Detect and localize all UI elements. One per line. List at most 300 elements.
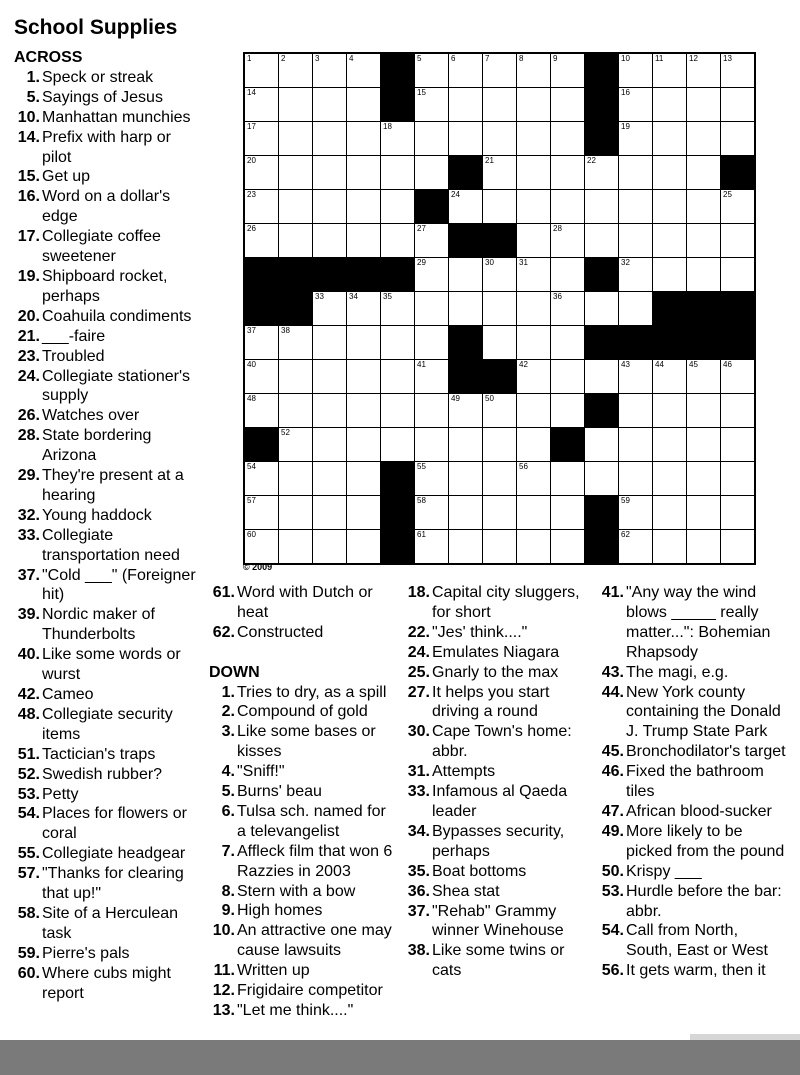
- grid-cell[interactable]: [619, 530, 653, 563]
- grid-cell[interactable]: [245, 394, 279, 428]
- grid-cell[interactable]: [245, 54, 279, 88]
- grid-cell[interactable]: [687, 224, 721, 258]
- grid-cell[interactable]: [687, 428, 721, 462]
- clue-number: 58.: [17, 904, 40, 922]
- clue-text: Where cubs might report: [42, 964, 171, 1002]
- grid-cell[interactable]: [483, 258, 517, 292]
- grid-cell[interactable]: [687, 54, 721, 88]
- grid-cell[interactable]: [347, 224, 381, 258]
- grid-cell[interactable]: [347, 54, 381, 88]
- clue-item: [404, 941, 594, 981]
- grid-cell[interactable]: [687, 496, 721, 530]
- grid-cell[interactable]: [653, 190, 687, 224]
- clue-item: [14, 645, 202, 685]
- grid-cell[interactable]: [483, 394, 517, 428]
- grid-cell[interactable]: [449, 462, 483, 496]
- clue-number: 12.: [212, 982, 235, 1000]
- grid-cell[interactable]: [585, 156, 619, 190]
- grid-cell[interactable]: [653, 360, 687, 394]
- grid-cell[interactable]: [483, 88, 517, 122]
- cell-number: 28: [553, 224, 562, 233]
- grid-cell[interactable]: [313, 496, 347, 530]
- grid-cell[interactable]: [551, 88, 585, 122]
- grid-cell[interactable]: [347, 292, 381, 326]
- clue-number: 61.: [212, 584, 235, 601]
- grid-block: [687, 326, 721, 360]
- grid-cell[interactable]: [653, 156, 687, 190]
- grid-cell[interactable]: [279, 496, 313, 530]
- grid-cell[interactable]: [619, 88, 653, 122]
- clue-item: [14, 605, 202, 645]
- clue-item: [209, 762, 399, 782]
- clues-column-2: [209, 583, 399, 1021]
- grid-cell[interactable]: [279, 224, 313, 258]
- cell-number: 4: [349, 54, 354, 63]
- clue-item: [209, 623, 399, 643]
- grid-cell[interactable]: [347, 122, 381, 156]
- grid-cell[interactable]: [347, 496, 381, 530]
- grid-cell[interactable]: [347, 530, 381, 563]
- clue-number: 37.: [17, 566, 40, 584]
- grid-cell[interactable]: [721, 496, 754, 530]
- grid-cell[interactable]: [245, 190, 279, 224]
- clue-item: [14, 566, 202, 606]
- clue-item: [14, 904, 202, 944]
- grid-cell[interactable]: [721, 428, 754, 462]
- clue-text: Collegiate coffee sweetener: [42, 228, 161, 266]
- grid-cell[interactable]: [619, 258, 653, 292]
- grid-cell[interactable]: [279, 156, 313, 190]
- clue-number: 32.: [17, 506, 40, 524]
- grid-cell[interactable]: [415, 224, 449, 258]
- grid-block: [415, 190, 449, 224]
- grid-cell[interactable]: [279, 88, 313, 122]
- grid-cell[interactable]: [313, 462, 347, 496]
- grid-cell[interactable]: [245, 530, 279, 563]
- grid-cell[interactable]: [483, 496, 517, 530]
- grid-cell[interactable]: [517, 428, 551, 462]
- grid-cell[interactable]: [381, 428, 415, 462]
- clue-number: 35.: [407, 862, 430, 880]
- grid-cell[interactable]: [381, 190, 415, 224]
- grid-cell[interactable]: [483, 156, 517, 190]
- cell-number: 1: [247, 54, 252, 63]
- grid-cell[interactable]: [721, 190, 754, 224]
- clue-text: More likely to be picked from the pound: [626, 822, 785, 860]
- clue-text: Like some twins or cats: [432, 942, 565, 980]
- grid-cell[interactable]: [585, 190, 619, 224]
- clue-text: Capital city sluggers, for short: [432, 584, 580, 621]
- grid-block: [245, 428, 279, 462]
- grid-cell[interactable]: [517, 156, 551, 190]
- cell-number: 14: [247, 88, 256, 97]
- clue-text: Manhattan munchies: [42, 108, 191, 126]
- grid-cell[interactable]: [245, 122, 279, 156]
- cell-number: 36: [553, 292, 562, 301]
- grid-cell[interactable]: [415, 88, 449, 122]
- clue-number: 18.: [407, 584, 430, 601]
- grid-cell[interactable]: [415, 462, 449, 496]
- grid-cell[interactable]: [517, 394, 551, 428]
- grid-cell[interactable]: [517, 360, 551, 394]
- grid-cell[interactable]: [721, 462, 754, 496]
- grid-cell[interactable]: [381, 224, 415, 258]
- cell-number: 29: [417, 258, 426, 267]
- clue-text: Troubled: [42, 347, 105, 365]
- grid-cell[interactable]: [245, 224, 279, 258]
- grid-cell[interactable]: [517, 54, 551, 88]
- grid-cell[interactable]: [245, 156, 279, 190]
- grid-cell[interactable]: [517, 326, 551, 360]
- grid-cell[interactable]: [551, 360, 585, 394]
- grid-cell[interactable]: [721, 258, 754, 292]
- grid-cell[interactable]: [517, 530, 551, 563]
- grid-cell[interactable]: [279, 394, 313, 428]
- grid-cell[interactable]: [653, 496, 687, 530]
- clue-text: Stern with a bow: [237, 882, 356, 900]
- grid-cell[interactable]: [449, 530, 483, 563]
- grid-cell[interactable]: [347, 428, 381, 462]
- grid-cell[interactable]: [279, 326, 313, 360]
- clue-text: Hurdle before the bar: abbr.: [626, 882, 782, 920]
- grid-cell[interactable]: [517, 190, 551, 224]
- grid-cell[interactable]: [415, 496, 449, 530]
- grid-cell[interactable]: [687, 530, 721, 563]
- grid-cell[interactable]: [551, 156, 585, 190]
- section-heading: ACROSS: [14, 49, 83, 66]
- grid-cell[interactable]: [517, 122, 551, 156]
- grid-cell[interactable]: [619, 122, 653, 156]
- grid-block: [381, 54, 415, 88]
- grid-cell[interactable]: [551, 122, 585, 156]
- grid-cell[interactable]: [551, 54, 585, 88]
- clue-item: [14, 864, 202, 904]
- grid-cell[interactable]: [721, 224, 754, 258]
- grid-block: [449, 360, 483, 394]
- grid-cell[interactable]: [653, 54, 687, 88]
- grid-block: [687, 292, 721, 326]
- clue-number: 43.: [601, 663, 624, 681]
- grid-cell[interactable]: [245, 88, 279, 122]
- cell-number: 41: [417, 360, 426, 369]
- grid-cell[interactable]: [721, 122, 754, 156]
- grid-cell[interactable]: [449, 258, 483, 292]
- clue-text: Call from North, South, East or West: [626, 922, 768, 960]
- clue-item: [209, 882, 399, 902]
- grid-cell[interactable]: [313, 394, 347, 428]
- grid-cell[interactable]: [381, 360, 415, 394]
- grid-cell[interactable]: [687, 156, 721, 190]
- cell-number: 22: [587, 156, 596, 165]
- grid-cell[interactable]: [449, 394, 483, 428]
- grid-cell[interactable]: [245, 326, 279, 360]
- grid-cell[interactable]: [517, 224, 551, 258]
- grid-cell[interactable]: [381, 326, 415, 360]
- grid-cell[interactable]: [551, 394, 585, 428]
- clue-number: 28.: [17, 427, 40, 445]
- grid-cell[interactable]: [517, 88, 551, 122]
- clue-item: [209, 1001, 399, 1021]
- grid-cell[interactable]: [483, 54, 517, 88]
- grid-cell[interactable]: [415, 156, 449, 190]
- grid-cell[interactable]: [415, 54, 449, 88]
- grid-cell[interactable]: [653, 258, 687, 292]
- grid-cell[interactable]: [551, 530, 585, 563]
- grid-cell[interactable]: [619, 360, 653, 394]
- grid-cell[interactable]: [313, 88, 347, 122]
- grid-cell[interactable]: [415, 360, 449, 394]
- grid-cell[interactable]: [415, 122, 449, 156]
- clue-item: [598, 822, 788, 862]
- clue-text: New York county containing the Donald J. Trump State Park: [626, 683, 781, 741]
- grid-cell[interactable]: [619, 496, 653, 530]
- clue-number: 50.: [601, 862, 624, 880]
- grid-cell[interactable]: [347, 326, 381, 360]
- grid-block: [381, 258, 415, 292]
- clue-text: Infamous al Qaeda leader: [432, 783, 568, 820]
- clue-text: "Sniff!": [237, 763, 285, 781]
- grid-cell[interactable]: [619, 54, 653, 88]
- grid-cell[interactable]: [653, 224, 687, 258]
- grid-cell[interactable]: [551, 190, 585, 224]
- clue-number: 1.: [221, 683, 235, 701]
- grid-cell[interactable]: [483, 530, 517, 563]
- grid-cell[interactable]: [347, 462, 381, 496]
- clue-number: 29.: [17, 467, 40, 485]
- grid-cell[interactable]: [313, 224, 347, 258]
- grid-block: [347, 258, 381, 292]
- cell-number: 7: [485, 54, 490, 63]
- grid-cell[interactable]: [449, 292, 483, 326]
- grid-cell[interactable]: [313, 428, 347, 462]
- grid-cell[interactable]: [619, 462, 653, 496]
- clue-text: Word with Dutch or heat: [237, 584, 373, 621]
- grid-cell[interactable]: [415, 258, 449, 292]
- grid-cell[interactable]: [619, 292, 653, 326]
- grid-cell[interactable]: [483, 122, 517, 156]
- clues-column-4: [598, 583, 788, 981]
- grid-cell[interactable]: [721, 394, 754, 428]
- clue-text: Petty: [42, 785, 79, 803]
- grid-cell[interactable]: [313, 54, 347, 88]
- clue-item: [404, 663, 594, 683]
- clue-text: Fixed the bathroom tiles: [626, 763, 764, 801]
- grid-cell[interactable]: [653, 394, 687, 428]
- grid-cell[interactable]: [347, 190, 381, 224]
- grid-cell[interactable]: [517, 292, 551, 326]
- clue-text: Burns' beau: [237, 783, 322, 801]
- grid-cell[interactable]: [347, 360, 381, 394]
- grid-cell[interactable]: [313, 156, 347, 190]
- grid-cell[interactable]: [483, 326, 517, 360]
- clue-number: 51.: [17, 745, 40, 763]
- clues-column-3: [404, 583, 594, 981]
- grid-cell[interactable]: [687, 122, 721, 156]
- grid-cell[interactable]: [415, 530, 449, 563]
- grid-cell[interactable]: [279, 190, 313, 224]
- clue-text: It gets warm, then it: [626, 962, 766, 980]
- grid-cell[interactable]: [551, 292, 585, 326]
- cell-number: 9: [553, 54, 558, 63]
- cell-number: 33: [315, 292, 324, 301]
- grid-cell[interactable]: [313, 122, 347, 156]
- clue-text: Places for flowers or coral: [42, 805, 187, 843]
- grid-cell[interactable]: [721, 54, 754, 88]
- grid-cell[interactable]: [517, 496, 551, 530]
- grid-cell[interactable]: [619, 224, 653, 258]
- grid-cell[interactable]: [245, 462, 279, 496]
- grid-cell[interactable]: [653, 530, 687, 563]
- clue-number: 19.: [17, 267, 40, 285]
- clue-text: "Any way the wind blows _____ really matter...": Bohemian Rhapsody: [626, 584, 771, 661]
- clue-item: [209, 981, 399, 1001]
- clue-number: 44.: [601, 683, 624, 701]
- grid-cell[interactable]: [721, 88, 754, 122]
- clue-text: Shipboard rocket, perhaps: [42, 267, 168, 305]
- clue-item: [209, 782, 399, 802]
- grid-cell[interactable]: [279, 360, 313, 394]
- clue-text: Tactician's traps: [42, 745, 156, 763]
- grid-cell[interactable]: [551, 326, 585, 360]
- clue-item: [14, 108, 202, 128]
- clue-number: 54.: [601, 922, 624, 940]
- grid-cell[interactable]: [449, 190, 483, 224]
- grid-cell[interactable]: [279, 462, 313, 496]
- grid-cell[interactable]: [619, 428, 653, 462]
- grid-cell[interactable]: [279, 122, 313, 156]
- grid-cell[interactable]: [687, 360, 721, 394]
- clue-text: "Rehab" Grammy winner Winehouse: [432, 902, 564, 940]
- cell-number: 10: [621, 54, 630, 63]
- grid-cell[interactable]: [313, 292, 347, 326]
- grid-cell[interactable]: [415, 292, 449, 326]
- grid-cell[interactable]: [517, 462, 551, 496]
- grid-block: [483, 360, 517, 394]
- grid-cell[interactable]: [721, 530, 754, 563]
- grid-cell[interactable]: [279, 54, 313, 88]
- grid-cell[interactable]: [245, 360, 279, 394]
- grid-cell[interactable]: [483, 190, 517, 224]
- clue-text: Gnarly to the max: [432, 663, 559, 681]
- grid-cell[interactable]: [449, 496, 483, 530]
- clue-number: 15.: [17, 168, 40, 186]
- grid-cell[interactable]: [687, 258, 721, 292]
- grid-cell[interactable]: [585, 292, 619, 326]
- grid-cell[interactable]: [653, 122, 687, 156]
- grid-cell[interactable]: [483, 462, 517, 496]
- grid-cell[interactable]: [687, 88, 721, 122]
- clue-number: 10.: [17, 108, 40, 126]
- grid-cell[interactable]: [381, 292, 415, 326]
- grid-cell[interactable]: [279, 428, 313, 462]
- grid-cell[interactable]: [279, 530, 313, 563]
- clue-number: 17.: [17, 228, 40, 246]
- grid-cell[interactable]: [585, 224, 619, 258]
- grid-cell[interactable]: [415, 326, 449, 360]
- grid-block: [585, 394, 619, 428]
- grid-cell[interactable]: [483, 292, 517, 326]
- clue-item: [14, 426, 202, 466]
- grid-cell[interactable]: [415, 428, 449, 462]
- grid-cell[interactable]: [347, 88, 381, 122]
- grid-cell[interactable]: [381, 394, 415, 428]
- grid-cell[interactable]: [415, 394, 449, 428]
- grid-cell[interactable]: [313, 530, 347, 563]
- grid-cell[interactable]: [551, 224, 585, 258]
- clue-text: Watches over: [42, 407, 140, 425]
- grid-cell[interactable]: [313, 326, 347, 360]
- grid-cell[interactable]: [517, 258, 551, 292]
- clue-item: [14, 307, 202, 327]
- cell-number: 57: [247, 496, 256, 505]
- grid-cell[interactable]: [585, 360, 619, 394]
- grid-cell[interactable]: [313, 190, 347, 224]
- grid-cell[interactable]: [721, 360, 754, 394]
- clue-text: Collegiate headgear: [42, 845, 186, 863]
- grid-cell[interactable]: [347, 156, 381, 190]
- grid-cell[interactable]: [449, 54, 483, 88]
- grid-block: [483, 224, 517, 258]
- grid-block: [449, 156, 483, 190]
- clue-number: 16.: [17, 188, 40, 206]
- grid-cell[interactable]: [687, 462, 721, 496]
- grid-cell[interactable]: [449, 88, 483, 122]
- cell-number: 21: [485, 156, 494, 165]
- grid-cell[interactable]: [551, 496, 585, 530]
- clue-text: "Jes' think....": [432, 623, 528, 641]
- grid-block: [653, 326, 687, 360]
- clue-text: Get up: [42, 168, 91, 186]
- grid-cell[interactable]: [687, 394, 721, 428]
- grid-cell[interactable]: [483, 428, 517, 462]
- clue-text: Site of a Herculean task: [42, 904, 179, 942]
- clue-item: [14, 347, 202, 367]
- grid-block: [313, 258, 347, 292]
- grid-block: [585, 122, 619, 156]
- grid-cell[interactable]: [585, 428, 619, 462]
- grid-cell[interactable]: [551, 462, 585, 496]
- copyright-notice: © 2009: [243, 562, 273, 572]
- clue-number: 49.: [601, 822, 624, 840]
- grid-cell[interactable]: [381, 156, 415, 190]
- grid-cell[interactable]: [653, 462, 687, 496]
- grid-cell[interactable]: [449, 122, 483, 156]
- grid-cell[interactable]: [449, 428, 483, 462]
- clue-item: [14, 406, 202, 426]
- grid-cell[interactable]: [619, 190, 653, 224]
- clue-text: Emulates Niagara: [432, 643, 560, 661]
- grid-cell[interactable]: [245, 496, 279, 530]
- grid-cell[interactable]: [313, 360, 347, 394]
- clue-number: 56.: [601, 962, 624, 980]
- grid-cell[interactable]: [551, 258, 585, 292]
- grid-cell[interactable]: [687, 190, 721, 224]
- grid-cell[interactable]: [619, 394, 653, 428]
- clue-number: 7.: [221, 842, 235, 860]
- cell-number: 20: [247, 156, 256, 165]
- grid-cell[interactable]: [653, 88, 687, 122]
- clue-text: Affleck film that won 6 Razzies in 2003: [237, 842, 393, 880]
- clue-text: It helps you start driving a round: [432, 683, 550, 721]
- grid-cell[interactable]: [585, 462, 619, 496]
- grid-cell[interactable]: [381, 122, 415, 156]
- grid-cell[interactable]: [653, 428, 687, 462]
- clue-item: [14, 466, 202, 506]
- clue-text: "Let me think....": [237, 1002, 354, 1020]
- grid-cell[interactable]: [619, 156, 653, 190]
- grid-cell[interactable]: [347, 394, 381, 428]
- clue-number: 57.: [17, 865, 40, 883]
